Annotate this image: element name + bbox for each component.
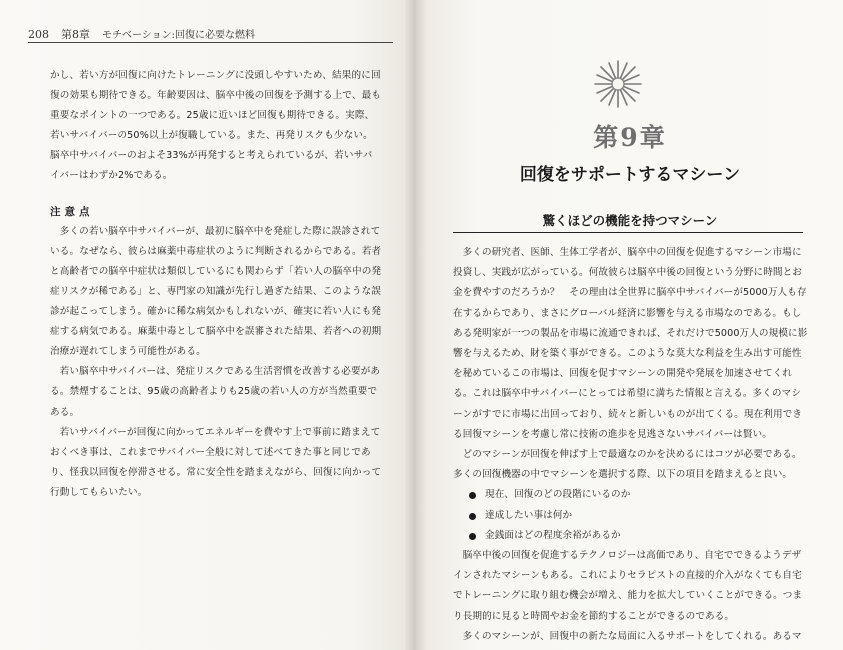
paragraph: 多くの研究者、医師、生体工学者が、脳卒中の回復を促進するマシーン市場に投資し、実践が広がっている。何故彼らは脳卒中後の回復という分野に時間とお金を費やすのだろうか？ その理由は全世界に脳卒中サバイバーが5000万人も存在するからであり、まさにグローバル経済に影響を与える市場なのである。もしある発明家が一つの製品を市場に流通できれば、それだけで5000万人の規模に影響を与えるため、財を築く事ができる。このような莫大な利益を生み出す可能性を秘めているこの市場は、回復を促すマシーンの開発や発展を加速させてくれる。これは脳卒中サバイバーにとっては希望に満ちた情報と言える。多くのマシーンがすでに市場に出回っており、続々と新しいものが出てくる。現在利用できる回復マシーンを考慮し常に技術の進歩を見逃さないサバイバーは賢い。 bbox=[453, 247, 808, 440]
left-page bbox=[0, 0, 412, 650]
list-item: 現在、回復のどの段階にいるのか bbox=[467, 485, 810, 505]
paragraph: 若いサバイバーが回復に向かってエネルギーを費やす上で事前に踏まえておくべき事は、これまでサバイバー全般に対して述べてきた事と同じであり、怪我以回復を停滞させる。常に安全性を踏まえながら、回復に向かって行動してもらいたい。 bbox=[50, 426, 382, 498]
starburst-ornament-icon bbox=[592, 58, 644, 110]
paragraph: 若い脳卒中サバイバーは、発症リスクである生活習慣を改善する必要がある。禁煙することは、95歳の高齢者よりも25歳の若い人の方が当然重要である。 bbox=[50, 366, 381, 418]
section-title: 驚くほどの機能を持つマシーン bbox=[542, 213, 718, 228]
caution-heading: 注意点 bbox=[50, 205, 94, 218]
paragraph: どのマシーンが回復を伸ばす上で最適なのかを決めるにはコツが必要である。多くの回復機器の中でマシーンを選択する際、以下の項目を踏まえると良い。 bbox=[453, 449, 802, 481]
section-rule bbox=[453, 232, 803, 233]
left-body-text bbox=[50, 66, 382, 503]
list-item: 達成したい事は何か bbox=[467, 506, 810, 526]
page-number: 208 bbox=[28, 28, 49, 41]
paragraph: 多くの若い脳卒中サバイバーが、最初に脳卒中を発症した際に誤診されている。なぜなら、彼らは麻薬中毒症状のように判断されるからである。若者と高齢者での脳卒中症状は類似しているにも関わらず「若い人の脳卒中の発症リスクが稀である」と、専門家の知識が先行し過ぎた結果、このような誤診が起こってしまう。確かに稀な病気かもしれないが、確実に若い人にも発症する病気である。麻薬中毒として脳卒中を誤審された結果、若者への初期治療が遅れてしまう可能性がある。 bbox=[50, 225, 382, 358]
running-head bbox=[28, 26, 388, 42]
book-gutter bbox=[405, 0, 427, 650]
paragraph: 多くのマシーンが、回復中の新たな局面に入るサポートをしてくれる。あるマ bbox=[462, 630, 802, 642]
chapter-title: 回復をサポートするマシーン bbox=[519, 165, 741, 185]
header-rule bbox=[28, 42, 393, 43]
running-title: モチベーション:回復に必要な燃料 bbox=[102, 30, 255, 41]
intro-paragraph: かし、若い方が回復に向けたトレーニングに没頭しやすいため、結果的に回復の効果も期待できる。年齢要因は、脳卒中後の回復を予測する上で、最も重要なポイントの一つである。25歳に近いほど回復も期待できる。実際、若いサバイバーの50%以上が復職している。また、再発リスクも少ない。脳卒中サバイバーのおよそ33%が再発すると考えられているが、若いサバイバーはわずか2%である。 bbox=[50, 70, 382, 182]
bullet-list bbox=[453, 485, 810, 546]
right-body-text bbox=[453, 243, 810, 647]
running-chapter: 第8章 bbox=[61, 28, 90, 41]
chapter-label: 第9章 bbox=[593, 123, 667, 152]
paragraph: 脳卒中後の回復を促進するテクノロジーは高価であり、自宅でできるようデザインされたマシーンもある。これによりセラピストの直接的介入がなくても自宅でトレーニングに取り組む機会が増え、能力を拡大していくことができる。つまり長期的に見ると時間やお金を節約することができるのである。 bbox=[453, 550, 803, 622]
list-item: 金銭面はどの程度余裕があるか bbox=[467, 526, 810, 546]
